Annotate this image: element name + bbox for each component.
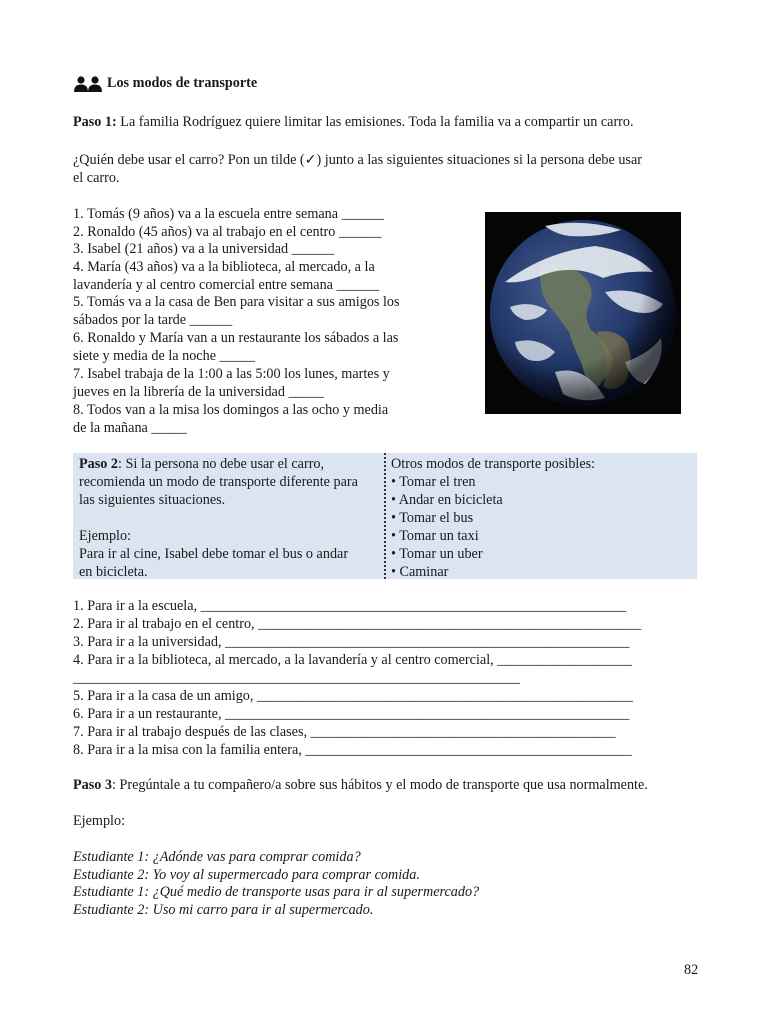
situation-line: sábados por la tarde ______ [73, 312, 233, 328]
paso3-paragraph [73, 776, 648, 794]
paso1-paragraph [73, 113, 634, 131]
earth-image [485, 212, 681, 414]
options-title: Otros modos de transporte posibles: [391, 456, 596, 472]
dialogue-line: Estudiante 1: ¿Adónde vas para comprar comida? [73, 849, 361, 865]
question-line-2: el carro. [73, 170, 120, 186]
answer-line: 4. Para ir a la biblioteca, al mercado, a la lavandería y al centro comercial, ___________________ [73, 652, 633, 668]
situation-line: 6. Ronaldo y María van a un restaurante los sábados a las [73, 330, 399, 346]
situation-line: 5. Tomás va a la casa de Ben para visitar a sus amigos los [73, 294, 400, 310]
paso2-text-line: recomienda un modo de transporte diferente para [79, 474, 358, 490]
paso2-example-label: Ejemplo: [79, 528, 132, 544]
option-item: • Tomar un taxi [391, 528, 479, 544]
paso2-label: Paso 2 [79, 456, 119, 472]
dotted-divider [384, 453, 386, 579]
situation-line: 7. Isabel trabaja de la 1:00 a las 5:00 los lunes, martes y [73, 366, 390, 382]
question-line-1: ¿Quién debe usar el carro? Pon un tilde (✓) junto a las siguientes situaciones si la persona debe usar [73, 152, 642, 168]
paso2-text-line: las siguientes situaciones. [79, 492, 226, 508]
option-item: • Caminar [391, 564, 449, 580]
option-item: • Andar en bicicleta [391, 492, 503, 508]
situation-line: 2. Ronaldo (45 años) va al trabajo en el centro ______ [73, 224, 382, 240]
answer-line: 8. Para ir a la misa con la familia entera, ______________________________________________ [73, 742, 632, 758]
paso1-label: Paso 1: [73, 114, 117, 130]
situation-line: 4. María (43 años) va a la biblioteca, al mercado, a la [73, 259, 375, 275]
paso2-text-line: : Si la persona no debe usar el carro, [118, 456, 325, 472]
paso2-box [73, 453, 697, 579]
paso2-example-line: Para ir al cine, Isabel debe tomar el bus o andar [79, 546, 349, 562]
option-item: • Tomar el tren [391, 474, 476, 490]
situation-line: siete y media de la noche _____ [73, 348, 256, 364]
situation-line: lavandería y al centro comercial entre semana ______ [73, 277, 380, 293]
page-number: 82 [684, 962, 699, 978]
answer-line: 5. Para ir a la casa de un amigo, _____________________________________________________ [73, 688, 633, 704]
answer-line: 2. Para ir al trabajo en el centro, ______________________________________________________ [73, 616, 642, 632]
dialogue-line: Estudiante 1: ¿Qué medio de transporte usas para ir al supermercado? [73, 884, 480, 900]
paso1-text: La familia Rodríguez quiere limitar las emisiones. Toda la familia va a compartir un carro. [116, 114, 634, 130]
paso2-example-line: en bicicleta. [79, 564, 148, 580]
pair-work-icon [73, 76, 103, 92]
option-item: • Tomar el bus [391, 510, 474, 526]
paso3-label: Paso 3 [73, 777, 113, 793]
answer-line: 7. Para ir al trabajo después de las clases, ___________________________________________ [73, 724, 616, 740]
paso3-text: : Pregúntale a tu compañero/a sobre sus hábitos y el modo de transporte que usa normalmente. [112, 777, 648, 793]
situation-line: jueves en la librería de la universidad _____ [73, 384, 324, 400]
answer-line: _______________________________________________________________ [73, 670, 520, 686]
ejemplo-label: Ejemplo: [73, 813, 126, 829]
title-text: Los modos de transporte [107, 75, 258, 91]
answer-line: 3. Para ir a la universidad, _________________________________________________________ [73, 634, 630, 650]
situation-line: 1. Tomás (9 años) va a la escuela entre semana ______ [73, 206, 385, 222]
situation-line: de la mañana _____ [73, 420, 187, 436]
situation-line: 3. Isabel (21 años) va a la universidad ______ [73, 241, 335, 257]
section-title [73, 75, 257, 92]
answer-line: 1. Para ir a la escuela, ____________________________________________________________ [73, 598, 627, 614]
dialogue-line: Estudiante 2: Uso mi carro para ir al supermercado. [73, 902, 374, 918]
dialogue-line: Estudiante 2: Yo voy al supermercado para comprar comida. [73, 867, 420, 883]
answer-line: 6. Para ir a un restaurante, _________________________________________________________ [73, 706, 630, 722]
option-item: • Tomar un uber [391, 546, 483, 562]
situation-line: 8. Todos van a la misa los domingos a las ocho y media [73, 402, 389, 418]
paso2-instructions [79, 455, 379, 581]
transport-options [391, 455, 691, 581]
